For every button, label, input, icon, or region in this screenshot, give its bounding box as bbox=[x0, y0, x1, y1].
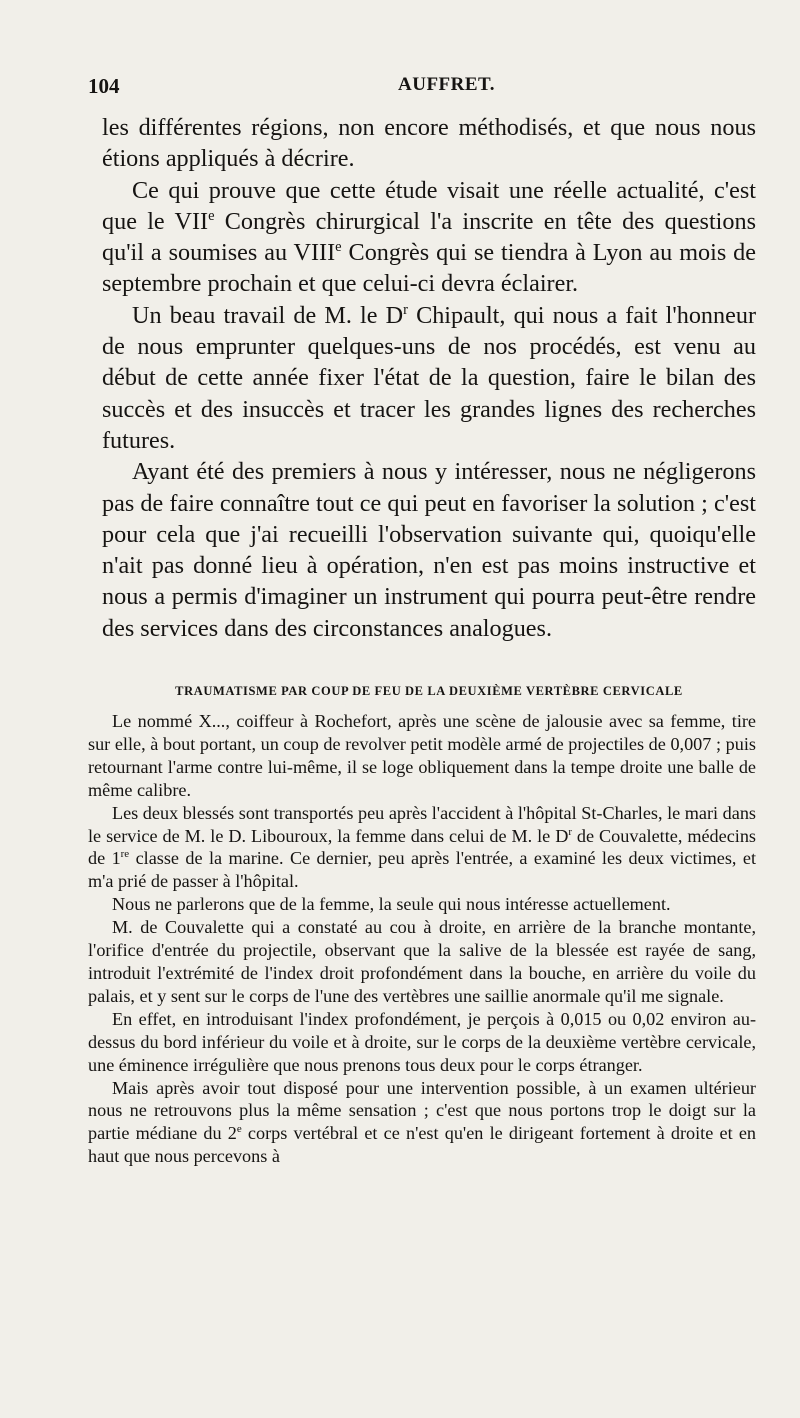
superscript: e bbox=[208, 207, 215, 224]
text-run: Ce qui prouve que cette étude visait une réelle actualité, c'est que le VII bbox=[102, 176, 756, 235]
observation-paragraph bbox=[88, 1008, 756, 1077]
main-text bbox=[102, 112, 756, 644]
superscript: e bbox=[335, 239, 342, 256]
main-paragraph bbox=[102, 112, 756, 175]
text-run: les différentes régions, non encore méthodisés, et que nous nous étions appliqués à décrire. bbox=[102, 114, 756, 173]
text-run: de Couvalette, médecins de 1 bbox=[88, 825, 757, 869]
main-paragraph bbox=[102, 300, 756, 456]
text-run: corps vertébral et ce n'est qu'en le dirigeant fortement à droite et en haut que nous percevons à bbox=[88, 1123, 756, 1167]
observation-paragraph bbox=[88, 710, 756, 802]
main-paragraph bbox=[102, 175, 756, 300]
observation-paragraph bbox=[88, 916, 756, 1008]
page-number: 104 bbox=[88, 74, 120, 98]
superscript: r bbox=[403, 301, 408, 318]
observation-paragraph bbox=[88, 802, 756, 894]
text-run: Les deux blessés sont transportés peu après l'accident à l'hôpital St-Charles, le mari dans le service de M. le D. Libouroux, la femme dans celui de M. le D bbox=[88, 802, 756, 846]
running-title: AUFFRET. bbox=[398, 74, 496, 95]
text-run: classe de la marine. Ce dernier, peu après l'entrée, a examiné les deux victimes, et m'a prié de passer à l'hôpital. bbox=[88, 848, 756, 892]
observation-paragraph bbox=[88, 1077, 756, 1169]
observation-text bbox=[88, 710, 756, 1168]
text-run: Ayant été des premiers à nous y intéresser, nous ne négligerons pas de faire connaître tout ce qui peut en favoriser la solution ; c'est pour cela que j'ai recueilli l'observation suivante qui, quoiqu'elle n'ait pas donné lieu à opération, n'en est pas moins instructive et nous a permis d'imaginer un instrument qui pourra peut-être rendre des services dans des circonstances analogues. bbox=[102, 458, 756, 642]
text-run: En effet, en introduisant l'index profondément, je perçois à 0,015 ou 0,02 environ au-dessus du bord inférieur du voile et à droite, sur le corps de la deuxième vertèbre cervicale, une éminence irrégulière que nous prenons tous deux pour le corps étranger. bbox=[88, 1008, 756, 1075]
text-run: M. de Couvalette qui a constaté au cou à droite, en arrière de la branche montante, l'orifice d'entrée du projectile, observant que la salive de la blessée est rayée de sang, introduit l'extrémité de l'index droit profondément dans la bouche, en arrière du voile du palais, et y sent sur le corps de l'une des vertèbres une saillie anormale qu'il me signale. bbox=[88, 917, 756, 1006]
superscript: r bbox=[568, 825, 572, 838]
text-run: Mais après avoir tout disposé pour une intervention possible, à un examen ultérieur nous ne retrouvons plus la même sensation ; c'est que nous portons trop le doigt sur la partie médiane du 2 bbox=[88, 1077, 756, 1144]
text-run: Chipault, qui nous a fait l'honneur de nous emprunter quelques-uns de nos procédés, est venu au début de cette année fixer l'état de la question, faire le bilan des succès et des insuccès et tracer les grandes lignes des recherches futures. bbox=[102, 301, 757, 454]
superscript: e bbox=[236, 1123, 242, 1136]
main-paragraph bbox=[102, 456, 756, 644]
text-run: Congrès chirurgical l'a inscrite en tête des questions qu'il a soumises au VIII bbox=[102, 207, 756, 267]
running-header bbox=[88, 74, 758, 104]
text-run: Nous ne parlerons que de la femme, la seule qui nous intéresse actuellement. bbox=[112, 894, 671, 915]
observation-paragraph bbox=[88, 893, 756, 916]
section-title: TRAUMATISME PAR COUP DE FEU DE LA DEUXIÈME VERTÈBRE CERVICALE bbox=[175, 684, 683, 698]
text-run: Un beau travail de M. le D bbox=[132, 301, 404, 329]
text-run: Congrès qui se tiendra à Lyon au mois de septembre prochain et que celui-ci devra éclairer. bbox=[102, 239, 756, 298]
superscript: re bbox=[120, 848, 130, 861]
text-run: Le nommé X..., coiffeur à Rochefort, après une scène de jalousie avec sa femme, tire sur elle, à bout portant, un coup de revolver petit modèle armé de projectiles de 0,007 ; puis retournant l'arme contre lui-même, il se loge obliquement dans la tempe droite une balle de même calibre. bbox=[88, 711, 756, 800]
